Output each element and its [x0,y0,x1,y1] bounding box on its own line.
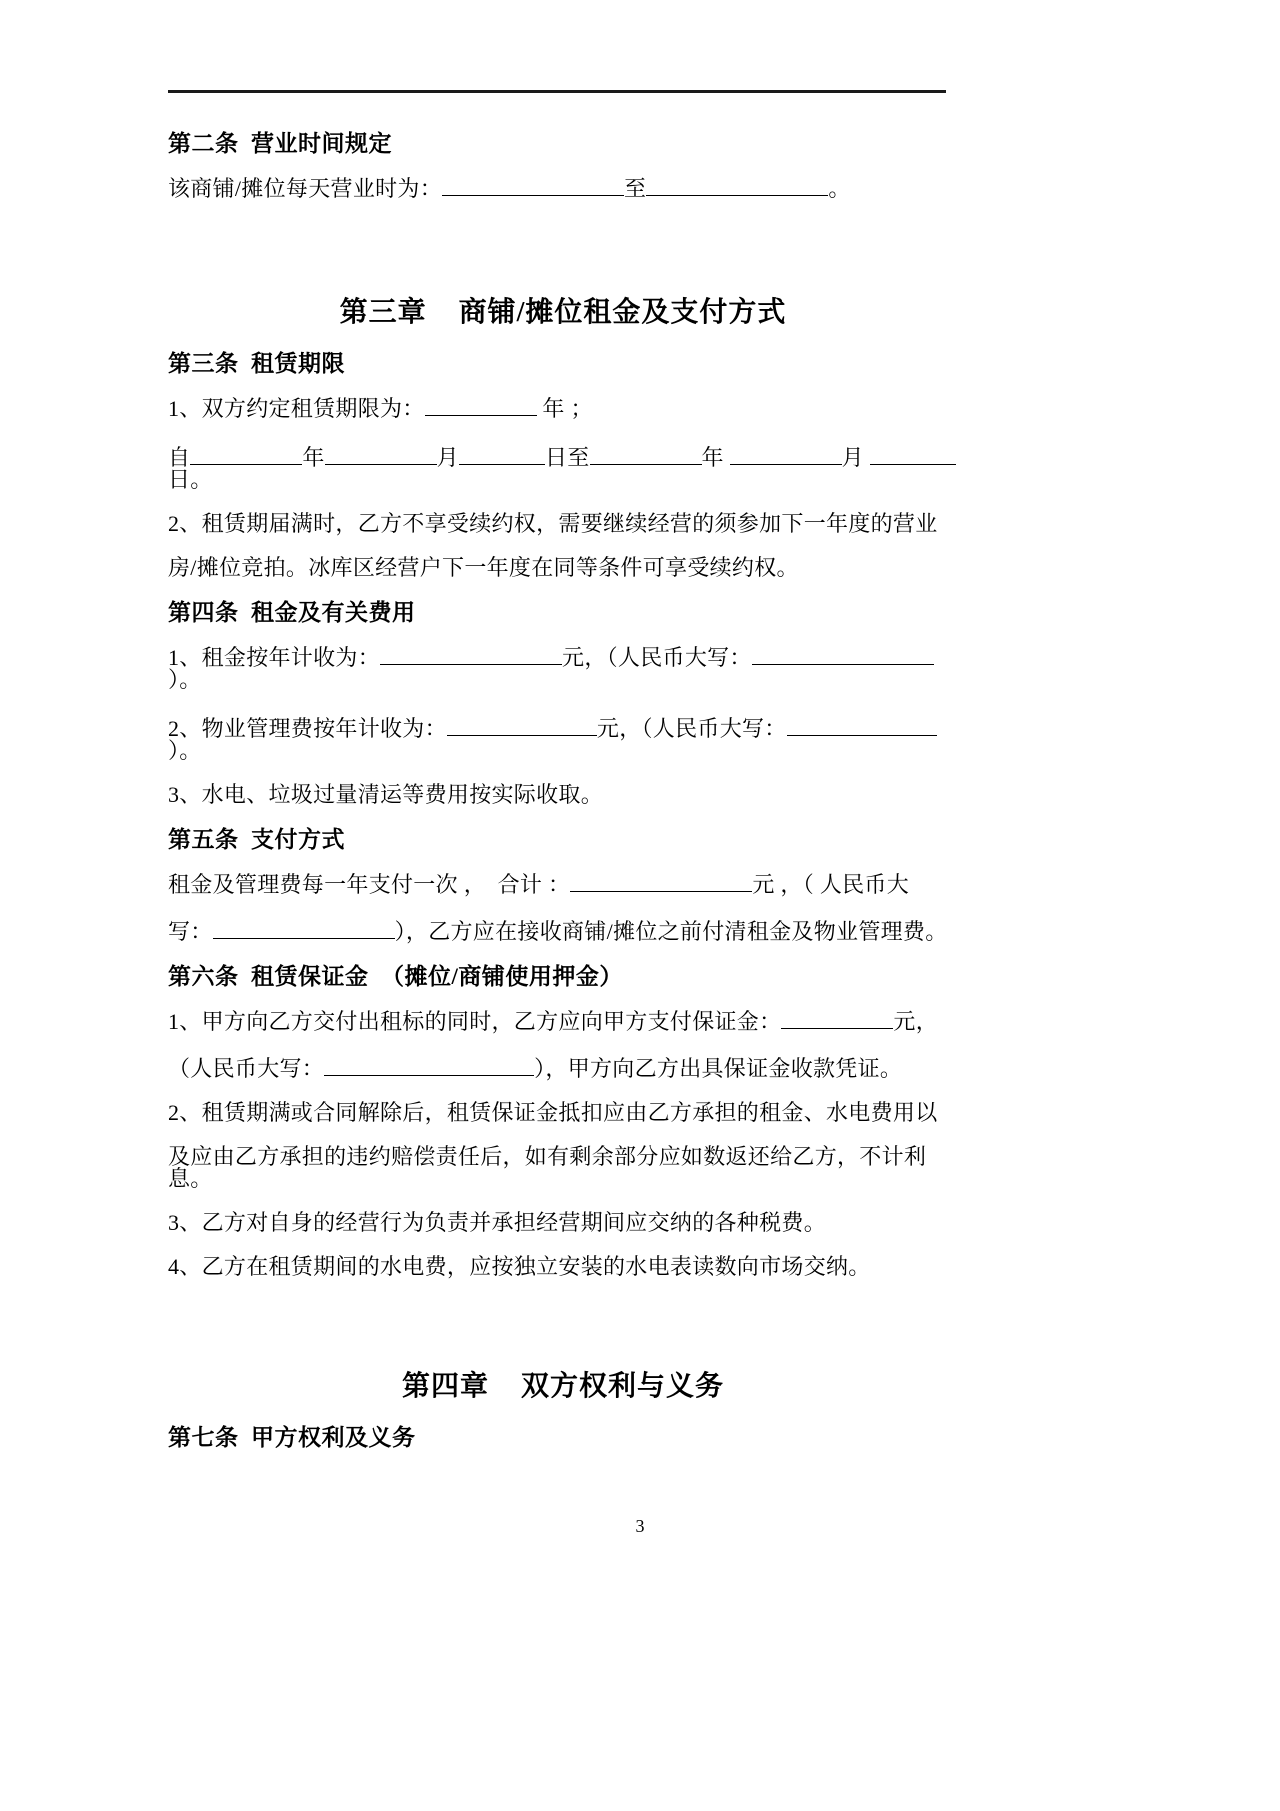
heading-article-2: 第二条 营业时间规定 [168,131,392,156]
blank-total-amount-words[interactable] [213,916,395,939]
payment-words-prefix: 写： [168,919,213,944]
end-month-label: 月 [841,445,870,470]
annual-rent-mid: 元，（人民币大写： [562,645,752,670]
deposit-prefix: 1、甲方向乙方交付出租标的同时，乙方应向甲方支付保证金： [168,1009,782,1034]
blank-annual-rent-words[interactable] [752,642,934,665]
lease-term-prefix: 1、双方约定租赁期限为： [168,396,425,421]
blank-deposit-amount[interactable] [781,1006,893,1029]
management-fee-suffix: ）。 [168,738,202,763]
blank-end-day[interactable] [870,442,956,465]
blank-end-year[interactable] [590,442,702,465]
blank-management-fee-amount[interactable] [447,713,597,736]
date-from-label: 自 [168,445,191,470]
payment-suffix: 元 ，（ 人民币大 [752,872,910,897]
paragraph-utility-fees: 3、水电、垃圾过量清运等费用按实际收取。 [168,782,604,807]
heading-article-4: 第四条 租金及有关费用 [168,600,416,625]
paragraph-annual-rent [168,642,958,691]
paragraph-business-hours [168,173,958,200]
blank-start-day[interactable] [459,442,545,465]
heading-article-6: 第六条 租赁保证金 （摊位/商铺使用押金） [168,964,623,989]
business-hours-suffix: 。 [828,176,851,201]
heading-article-3: 第三条 租赁期限 [168,351,345,376]
paragraph-deposit-item-4: 4、乙方在租赁期间的水电费，应按独立安装的水电表读数向市场交纳。 [168,1254,871,1279]
blank-management-fee-words[interactable] [787,713,937,736]
start-month-label: 月 [436,445,459,470]
date-to-label: 日至 [544,445,590,470]
paragraph-deposit-item-2-line-2: 及应由乙方承担的违约赔偿责任后，如有剩余部分应如数返还给乙方，不计利息。 [168,1144,927,1191]
paragraph-lease-term-item-1 [168,393,958,420]
blank-deposit-amount-words[interactable] [324,1053,534,1076]
blank-end-month[interactable] [730,442,842,465]
blank-close-time[interactable] [646,173,828,196]
deposit-words-suffix: ），甲方向乙方出具保证金收款凭证。 [534,1056,903,1081]
management-fee-prefix: 2、物业管理费按年计收为： [168,716,447,741]
deposit-suffix: 元， [893,1009,939,1034]
page-number: 3 [635,1516,645,1536]
lease-term-suffix: 年 ； [536,396,593,421]
paragraph-payment-line-2 [168,916,958,943]
paragraph-deposit-item-3: 3、乙方对自身的经营行为负责并承担经营期间应交纳的各种税费。 [168,1210,827,1235]
payment-words-suffix: ），乙方应在接收商铺/摊位之前付清租金及物业管理费。 [394,919,948,944]
blank-lease-years[interactable] [425,393,537,416]
heading-chapter-4: 第四章 双方权利与义务 [401,1371,724,1402]
annual-rent-suffix: ）。 [168,667,202,692]
spacer-before-chapter-3 [168,226,958,256]
paragraph-lease-date-range [168,442,958,491]
paragraph-management-fee [168,713,958,762]
business-hours-prefix: 该商铺/摊位每天营业时为： [168,176,443,201]
heading-article-7: 第七条 甲方权利及义务 [168,1425,416,1450]
document-body [168,132,958,1467]
annual-rent-prefix: 1、租金按年计收为： [168,645,381,670]
end-day-label: 日。 [168,467,213,492]
heading-article-5: 第五条 支付方式 [168,827,345,852]
paragraph-lease-term-item-2-line-1: 2、租赁期届满时，乙方不享受续约权，需要继续经营的须参加下一年度的营业 [168,511,938,536]
spacer-before-chapter-4 [168,1300,958,1330]
heading-chapter-3: 第三章 商铺/摊位租金及支付方式 [339,297,787,328]
end-year-label: 年 [701,445,730,470]
blank-start-year[interactable] [190,442,302,465]
paragraph-lease-term-item-2-line-2: 房/摊位竞拍。冰库区经营户下一年度在同等条件可享受续约权。 [168,555,799,580]
blank-start-month[interactable] [325,442,437,465]
management-fee-mid: 元，（人民币大写： [596,716,787,741]
paragraph-deposit-line-1 [168,1006,958,1033]
blank-total-amount[interactable] [570,869,752,892]
business-hours-mid: 至 [624,176,647,201]
paragraph-payment-line-1 [168,869,958,896]
paragraph-deposit-line-2 [168,1053,958,1080]
deposit-words-prefix: （人民币大写： [168,1056,325,1081]
blank-annual-rent-amount[interactable] [380,642,562,665]
payment-prefix: 租金及管理费每一年支付一次 ， 合计 ： [168,872,571,897]
paragraph-deposit-item-2-line-1: 2、租赁期满或合同解除后，租赁保证金抵扣应由乙方承担的租金、水电费用以 [168,1100,938,1125]
header-rule-divider [168,90,946,93]
start-year-label: 年 [302,445,325,470]
blank-open-time[interactable] [442,173,624,196]
